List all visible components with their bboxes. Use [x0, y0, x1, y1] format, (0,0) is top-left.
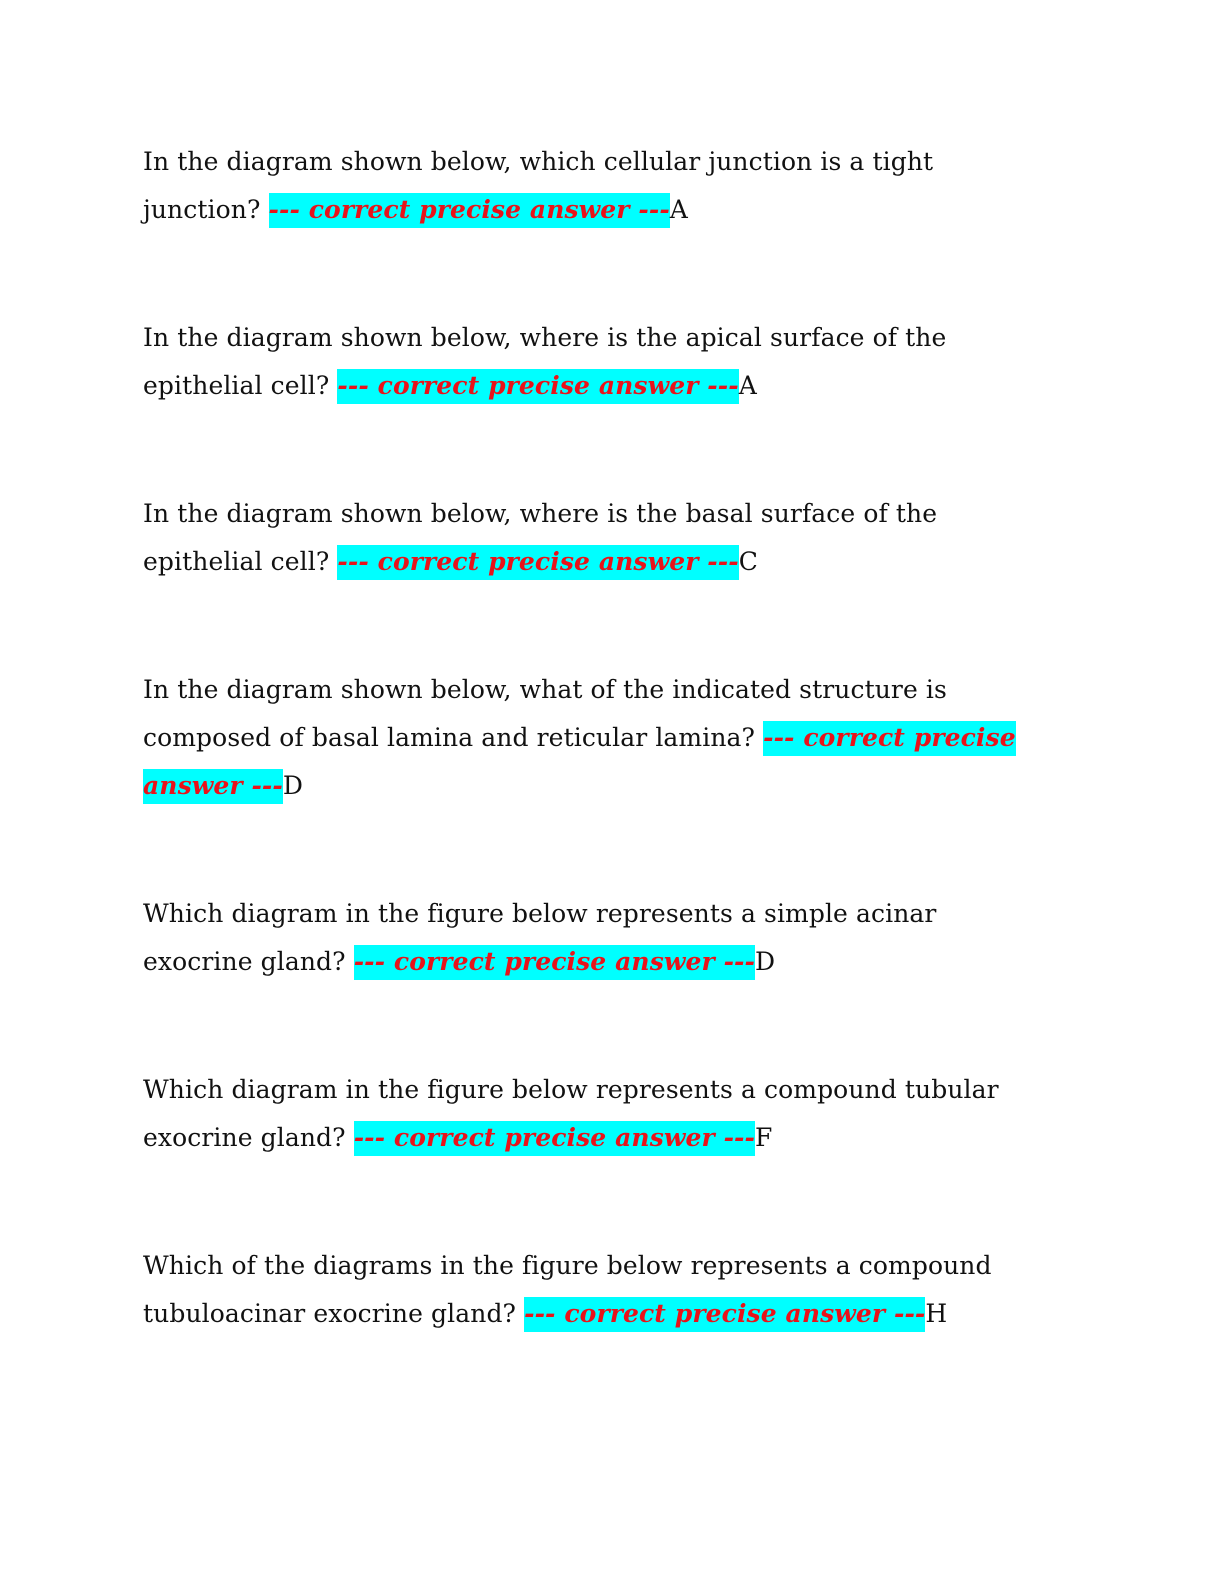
answer-marker: --- correct precise answer ---: [143, 721, 1016, 804]
question-block-2: [143, 314, 1033, 410]
question-block-4: [143, 666, 1033, 810]
question-block-7: [143, 1242, 1033, 1338]
question-text: In the diagram shown below, where is the basal surface of the epithelial cell?: [143, 499, 938, 576]
answer-marker: --- correct precise answer ---: [354, 945, 755, 980]
question-text: In the diagram shown below, which cellular junction is a tight junction?: [143, 147, 934, 224]
answer-letter: D: [755, 947, 776, 976]
question-text: Which of the diagrams in the figure below represents a compound tubuloacinar exocrine gland?: [143, 1251, 992, 1328]
question-text: Which diagram in the figure below represents a simple acinar exocrine gland?: [143, 899, 937, 976]
question-block-3: [143, 490, 1033, 586]
answer-marker: --- correct precise answer ---: [269, 193, 670, 228]
question-text: In the diagram shown below, what of the indicated structure is composed of basal lamina and reticular lamina?: [143, 675, 947, 752]
answer-letter: D: [282, 771, 304, 800]
answer-marker: --- correct precise answer ---: [337, 545, 738, 580]
question-text: Which diagram in the figure below represents a compound tubular exocrine gland?: [143, 1075, 999, 1152]
answer-letter: H: [925, 1299, 948, 1328]
question-block-6: [143, 1066, 1033, 1162]
answer-letter: A: [669, 195, 688, 224]
answer-marker: --- correct precise answer ---: [354, 1121, 755, 1156]
answer-letter: C: [738, 547, 758, 576]
answer-letter: A: [738, 371, 757, 400]
answer-marker: --- correct precise answer ---: [337, 369, 738, 404]
question-text: In the diagram shown below, where is the apical surface of the epithelial cell?: [143, 323, 947, 400]
question-block-5: [143, 890, 1033, 986]
answer-marker: --- correct precise answer ---: [524, 1297, 925, 1332]
document-page: [143, 138, 1033, 1418]
question-block-1: [143, 138, 1033, 234]
answer-letter: F: [755, 1123, 773, 1152]
